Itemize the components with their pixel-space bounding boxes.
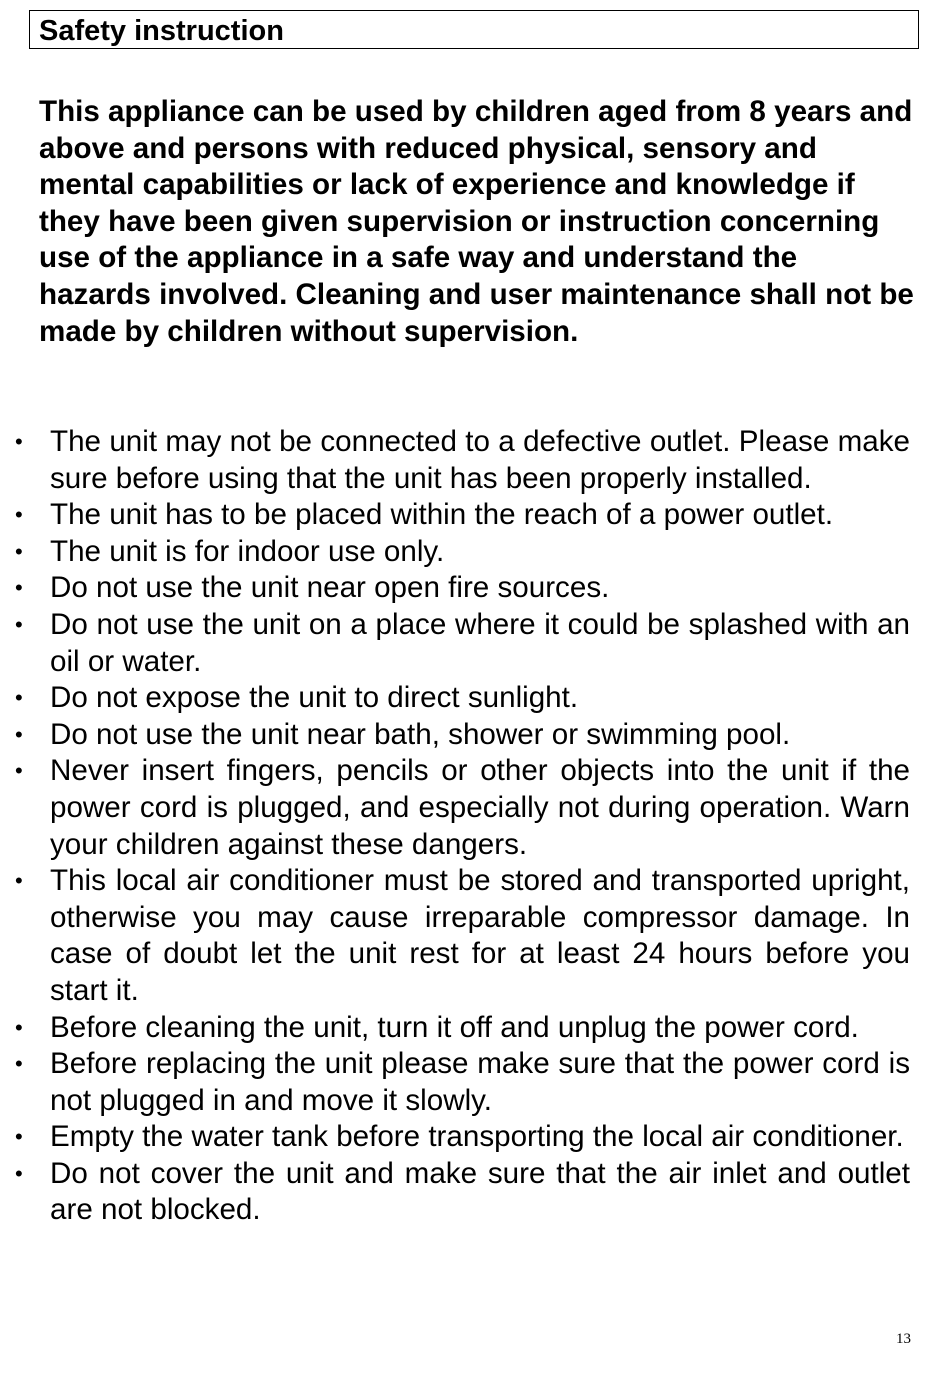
bullet-icon: • bbox=[15, 429, 23, 454]
bullet-icon: • bbox=[15, 758, 23, 784]
page-number: 13 bbox=[896, 1331, 911, 1347]
bullet-icon: • bbox=[15, 685, 23, 711]
list-item bbox=[0, 717, 950, 754]
bullet-icon: • bbox=[15, 502, 23, 528]
list-item-text: Do not expose the unit to direct sunlight. bbox=[50, 681, 579, 715]
list-item-text: Do not use the unit near open fire sources. bbox=[50, 571, 610, 605]
bullet-icon: • bbox=[15, 721, 23, 747]
bullet-icon: • bbox=[15, 1014, 23, 1040]
list-item-text: The unit has to be placed within the reach of a power outlet. bbox=[50, 498, 834, 532]
list-item-text: This local air conditioner must be stored and transported upright, otherwise you may cause irreparable compressor damage. In case of doubt let the unit rest for at least 24 hours before you start it. bbox=[50, 864, 910, 1007]
list-item bbox=[0, 1119, 950, 1156]
bullet-icon: • bbox=[15, 611, 23, 637]
bullet-icon: • bbox=[15, 868, 23, 894]
list-item-text: Empty the water tank before transporting the local air conditioner. bbox=[50, 1120, 904, 1154]
list-item bbox=[0, 607, 950, 680]
list-item bbox=[0, 497, 950, 534]
bullet-icon: • bbox=[15, 575, 23, 601]
list-item-text: The unit is for indoor use only. bbox=[50, 534, 445, 568]
list-item-text: Do not use the unit near bath, shower or swimming pool. bbox=[50, 717, 791, 751]
list-item-text: Before cleaning the unit, turn it off and unplug the power cord. bbox=[50, 1010, 859, 1044]
intro-paragraph: This appliance can be used by children aged from 8 years and above and persons with reduced physical, sensory and mental capabilities or lack of experience and knowledge if they have been given supervision or instruction concerning use of the appliance in a safe way and understand the hazards involved. Cleaning and user maintenance shall not be made by children without supervision. bbox=[39, 95, 914, 348]
list-item-text: Never insert fingers, pencils or other objects into the unit if the power cord is plugged, and especially not during operation. Warn your children against these dangers. bbox=[50, 754, 910, 861]
bullet-icon: • bbox=[15, 538, 23, 564]
list-item bbox=[0, 534, 950, 571]
bullet-icon: • bbox=[15, 1160, 23, 1186]
bullet-icon: • bbox=[15, 1051, 23, 1077]
list-item bbox=[0, 424, 950, 497]
list-item bbox=[0, 1156, 950, 1229]
list-item-text: The unit may not be connected to a defective outlet. Please make sure before using that the unit has been properly installed. bbox=[50, 425, 910, 495]
list-item bbox=[0, 570, 950, 607]
list-item bbox=[0, 863, 950, 1009]
list-item bbox=[0, 1046, 950, 1119]
list-item bbox=[0, 680, 950, 717]
list-item bbox=[0, 1010, 950, 1047]
section-title-box bbox=[29, 10, 919, 49]
list-item-text: Before replacing the unit please make sure that the power cord is not plugged in and move it slowly. bbox=[50, 1047, 910, 1117]
section-title: Safety instruction bbox=[39, 15, 284, 47]
list-item-text: Do not use the unit on a place where it could be splashed with an oil or water. bbox=[50, 607, 910, 678]
list-item-text: Do not cover the unit and make sure that the air inlet and outlet are not blocked. bbox=[50, 1156, 910, 1227]
list-item bbox=[0, 753, 950, 863]
safety-bullet-list bbox=[0, 424, 950, 1229]
bullet-icon: • bbox=[15, 1124, 23, 1150]
